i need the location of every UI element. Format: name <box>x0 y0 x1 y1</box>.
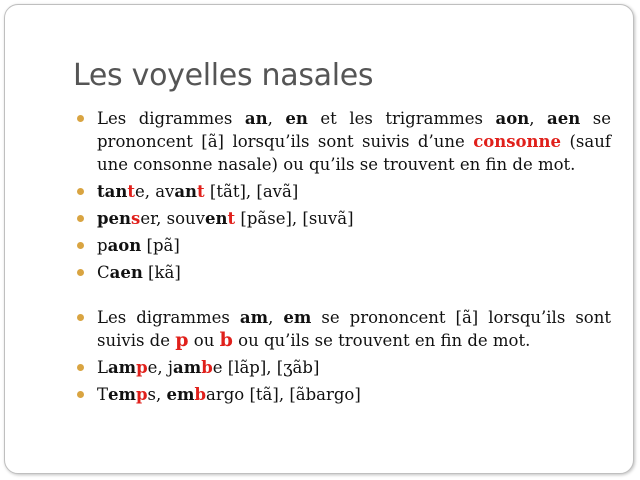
digram-am: am <box>239 308 269 327</box>
digram-an: an <box>244 109 268 128</box>
bullet-paragraph-2: Les digrammes am, em se prononcent [ã] lorsqu’ils sont suivis de p ou b ou qu’ils se trouvent en fin de mot. <box>75 306 611 352</box>
letter-b: b <box>219 329 233 351</box>
letter-p: p <box>175 329 189 351</box>
bullet-dot-icon <box>77 364 84 371</box>
trigram-aon: aon <box>495 109 530 128</box>
bullet-dot-icon <box>77 188 84 195</box>
trigram-aen: aen <box>547 109 581 128</box>
example-lampe: Lampe, jambe [lãp], [ʒãb] <box>75 356 611 379</box>
slide <box>4 4 634 474</box>
bullet-paragraph-1: Les digrammes an, en et les trigrammes aon, aen se prononcent [ã] lorsqu’ils sont suivis d’une consonne (sauf une consonne nasale) ou qu’ils se trouvent en fin de mot. <box>75 107 611 176</box>
bullet-dot-icon <box>77 115 84 122</box>
example-tante: tante, avant [tãt], [avã] <box>75 180 611 203</box>
example-paon: paon [pã] <box>75 234 611 257</box>
bullet-dot-icon <box>77 242 84 249</box>
example-caen: Caen [kã] <box>75 261 611 284</box>
bullet-dot-icon <box>77 269 84 276</box>
example-temps: Temps, embargo [tã], [ãbargo] <box>75 383 611 406</box>
example-penser: penser, souvent [pãse], [suvã] <box>75 207 611 230</box>
bullet-dot-icon <box>77 215 84 222</box>
section-gap <box>75 284 611 306</box>
slide-title: Les voyelles nasales <box>73 58 374 93</box>
bullet-dot-icon <box>77 314 84 321</box>
slide-content <box>75 107 611 406</box>
bullet-dot-icon <box>77 391 84 398</box>
digram-em: em <box>283 308 312 327</box>
digram-en: en <box>285 109 308 128</box>
word-consonne: consonne <box>473 132 562 151</box>
